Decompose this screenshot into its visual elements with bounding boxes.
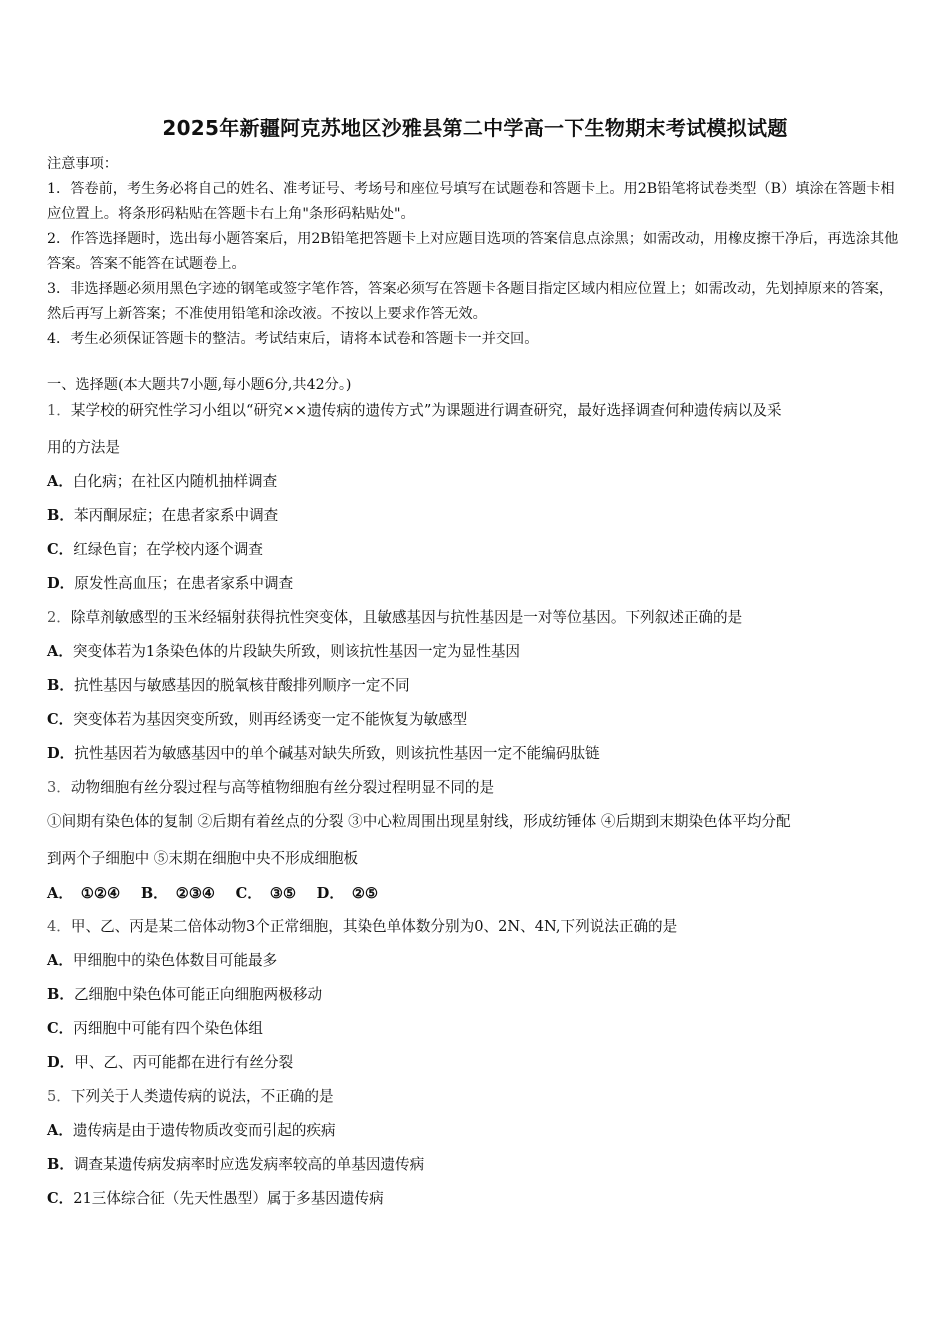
question-5-option-a	[47, 1120, 907, 1142]
question-4-option-d	[47, 1052, 907, 1074]
question-3-stem	[47, 777, 907, 799]
option-text: 苯丙酮尿症；在患者家系中调查	[73, 507, 279, 524]
question-1-option-a	[47, 471, 907, 493]
option-letter: C．	[47, 1020, 74, 1037]
question-4-option-a	[47, 950, 907, 972]
question-3-option-a	[47, 885, 128, 902]
question-4-stem	[47, 916, 907, 938]
option-text: 红绿色盲；在学校内逐个调查	[73, 541, 263, 558]
question-1-stem-cont: 用的方法是	[47, 439, 120, 456]
question-3-option-c	[236, 885, 304, 902]
option-letter: A．	[47, 473, 73, 490]
question-4-option-c	[47, 1018, 907, 1040]
option-text: 突变体若为1条染色体的片段缺失所致，则该抗性基因一定为显性基因	[72, 643, 521, 660]
notice-item: 1．答卷前，考生务必将自己的姓名、准考证号、考场号和座位号填写在试题卷和答题卡上。用2B铅笔将试卷类型（B）填涂在答题卡相应位置上。将条形码粘贴在答题卡右上角"条形码粘贴处"。	[47, 181, 895, 222]
option-letter: A．	[47, 952, 73, 969]
question-1-stem	[47, 400, 907, 422]
option-letter: B．	[47, 507, 74, 524]
question-5-option-c	[47, 1188, 907, 1210]
option-letter: B．	[47, 1156, 74, 1173]
question-3-options	[47, 883, 907, 905]
notice-item: 2．作答选择题时，选出每小题答案后，用2B铅笔把答题卡上对应题目选项的答案信息点涂黑；如需改动，用橡皮擦干净后，再选涂其他答案。答案不能答在试题卷上。	[47, 231, 899, 272]
notice-heading: 注意事项：	[47, 156, 118, 172]
question-text: 除草剂敏感型的玉米经辐射获得抗性突变体，且敏感基因与抗性基因是一对等位基因。下列叙述正确的是	[70, 609, 743, 626]
option-letter: C．	[47, 541, 74, 558]
page-title: 2025年新疆阿克苏地区沙雅县第二中学高一下生物期末考试模拟试题	[162, 116, 788, 140]
question-2-stem	[47, 607, 907, 629]
question-text: 某学校的研究性学习小组以“研究××遗传病的遗传方式”为课题进行调查研究，最好选择调查何种遗传病以及采	[70, 402, 782, 419]
option-text: 原发性高血压；在患者家系中调查	[74, 575, 294, 592]
option-letter: A．	[47, 1122, 73, 1139]
question-number: 5．	[47, 1088, 71, 1105]
option-text: 甲、乙、丙可能都在进行有丝分裂	[74, 1054, 294, 1071]
question-1-option-c	[47, 539, 907, 561]
option-letter: A．	[47, 643, 73, 660]
option-letter: C．	[47, 711, 74, 728]
option-text: 抗性基因与敏感基因的脱氧核苷酸排列顺序一定不同	[73, 677, 410, 694]
question-4-option-b	[47, 984, 907, 1006]
option-letter: D．	[47, 575, 75, 592]
option-text: ③⑤	[269, 885, 297, 902]
question-2-option-a	[47, 641, 907, 663]
option-letter: D．	[316, 885, 344, 902]
question-number: 3．	[47, 779, 71, 796]
question-5-stem	[47, 1086, 907, 1108]
question-number: 1．	[47, 402, 71, 419]
option-letter: B．	[47, 677, 74, 694]
question-3-statements: ①间期有染色体的复制 ②后期有着丝点的分裂 ③中心粒周围出现星射线，形成纺锤体 ④后期到末期染色体平均分配	[47, 813, 791, 830]
question-1-option-d	[47, 573, 907, 595]
question-number: 4．	[47, 918, 71, 935]
notice-item: 3．非选择题必须用黑色字迹的钢笔或签字笔作答，答案必须写在答题卡各题目指定区域内相应位置上；如需改动，先划掉原来的答案，然后再写上新答案；不准使用铅笔和涂改液。不按以上要求作答无效。	[47, 281, 894, 322]
option-letter: D．	[47, 745, 75, 762]
question-3-option-b	[141, 885, 223, 902]
question-2-option-b	[47, 675, 907, 697]
option-text: 甲细胞中的染色体数目可能最多	[72, 952, 278, 969]
question-text: 甲、乙、丙是某二倍体动物3个正常细胞，其染色单体数分别为0、2N、4N,下列说法正确的是	[70, 918, 678, 935]
notice-block	[47, 152, 907, 352]
option-text: 丙细胞中可能有四个染色体组	[73, 1020, 263, 1037]
option-letter: A．	[47, 885, 73, 902]
question-2-option-c	[47, 709, 907, 731]
option-letter: D．	[47, 1054, 75, 1071]
question-text: 下列关于人类遗传病的说法，不正确的是	[70, 1088, 334, 1105]
option-text: ②⑤	[351, 885, 379, 902]
question-3-option-d	[317, 885, 386, 902]
option-text: 突变体若为基因突变所致，则再经诱变一定不能恢复为敏感型	[73, 711, 468, 728]
option-text: 白化病；在社区内随机抽样调查	[72, 473, 278, 490]
option-letter: B．	[47, 986, 74, 1003]
question-number: 2．	[47, 609, 71, 626]
option-text: ①②④	[80, 885, 121, 902]
option-text: 乙细胞中染色体可能正向细胞两极移动	[73, 986, 323, 1003]
option-text: 遗传病是由于遗传物质改变而引起的疾病	[72, 1122, 336, 1139]
option-text: ②③④	[175, 885, 215, 902]
question-text: 动物细胞有丝分裂过程与高等植物细胞有丝分裂过程明显不同的是	[70, 779, 495, 796]
option-text: 21三体综合征（先天性愚型）属于多基因遗传病	[73, 1190, 384, 1207]
section-heading: 一、选择题(本大题共7小题,每小题6分,共42分。)	[47, 377, 352, 393]
option-letter: C．	[47, 1190, 74, 1207]
option-text: 调查某遗传病发病率时应选发病率较高的单基因遗传病	[73, 1156, 425, 1173]
question-3-statements-cont: 到两个子细胞中 ⑤末期在细胞中央不形成细胞板	[47, 850, 359, 867]
question-1-option-b	[47, 505, 907, 527]
option-letter: B．	[140, 885, 168, 902]
question-5-option-b	[47, 1154, 907, 1176]
option-letter: C．	[235, 885, 262, 902]
question-2-option-d	[47, 743, 907, 765]
option-text: 抗性基因若为敏感基因中的单个碱基对缺失所致，则该抗性基因一定不能编码肽链	[74, 745, 600, 762]
notice-item: 4．考生必须保证答题卡的整洁。考试结束后，请将本试卷和答题卡一并交回。	[47, 331, 539, 347]
